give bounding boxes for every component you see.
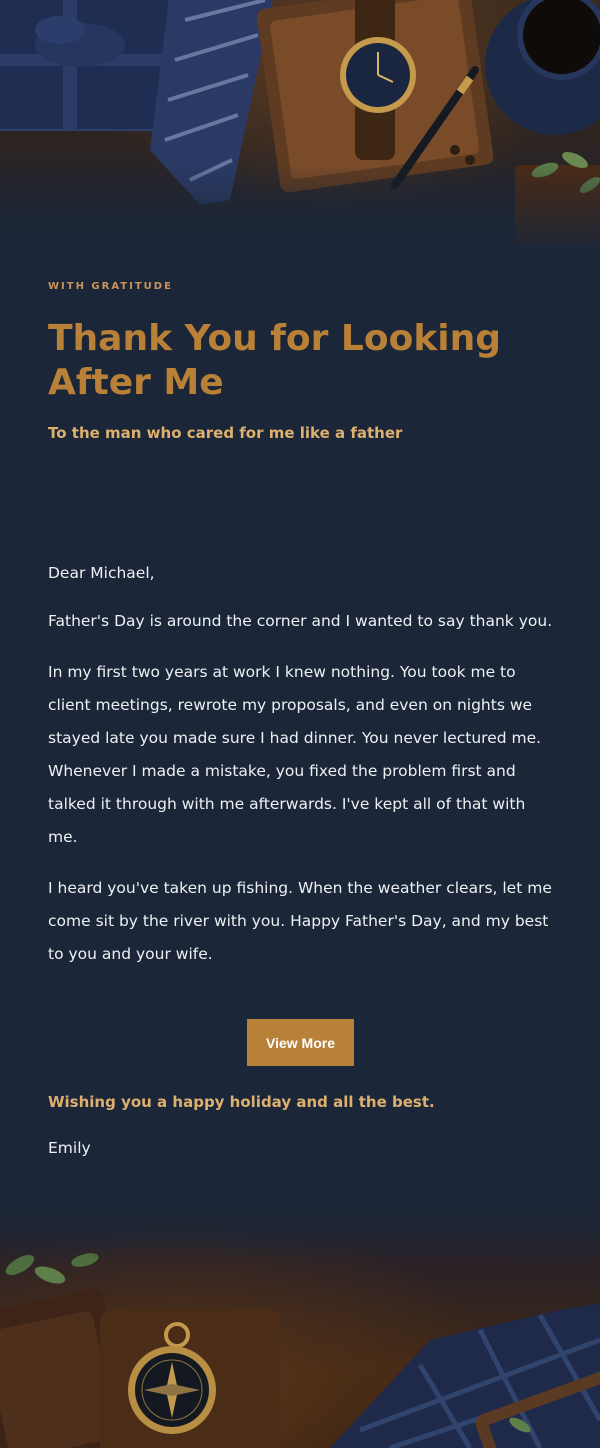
closing-line: Wishing you a happy holiday and all the best. [48, 1093, 435, 1111]
letter-paragraph: Father's Day is around the corner and I wanted to say thank you. [48, 612, 553, 630]
footer-image [0, 1190, 600, 1448]
signature: Emily [48, 1139, 91, 1157]
page-title: Thank You for Looking After Me [48, 318, 502, 403]
greeting: Dear Michael, [48, 564, 155, 582]
letter-paragraph: I heard you've taken up fishing. When the weather clears, let me come sit by the river with you. Happy Father's Day, and my best to you and your wife. [48, 879, 552, 963]
eyebrow-label: WITH GRATITUDE [48, 281, 173, 292]
letter-paragraph: In my first two years at work I knew nothing. You took me to client meetings, rewrote my proposals, and even on nights we stayed late you made sure I had dinner. You never lectured me. Whenever I made a mistake, you fixed the problem first and talked it through with me afterwards. I've kept all of that with me. [48, 663, 542, 846]
view-more-button[interactable]: View More [247, 1019, 354, 1066]
subtitle: To the man who cared for me like a father [48, 424, 403, 442]
header-image [0, 0, 600, 255]
